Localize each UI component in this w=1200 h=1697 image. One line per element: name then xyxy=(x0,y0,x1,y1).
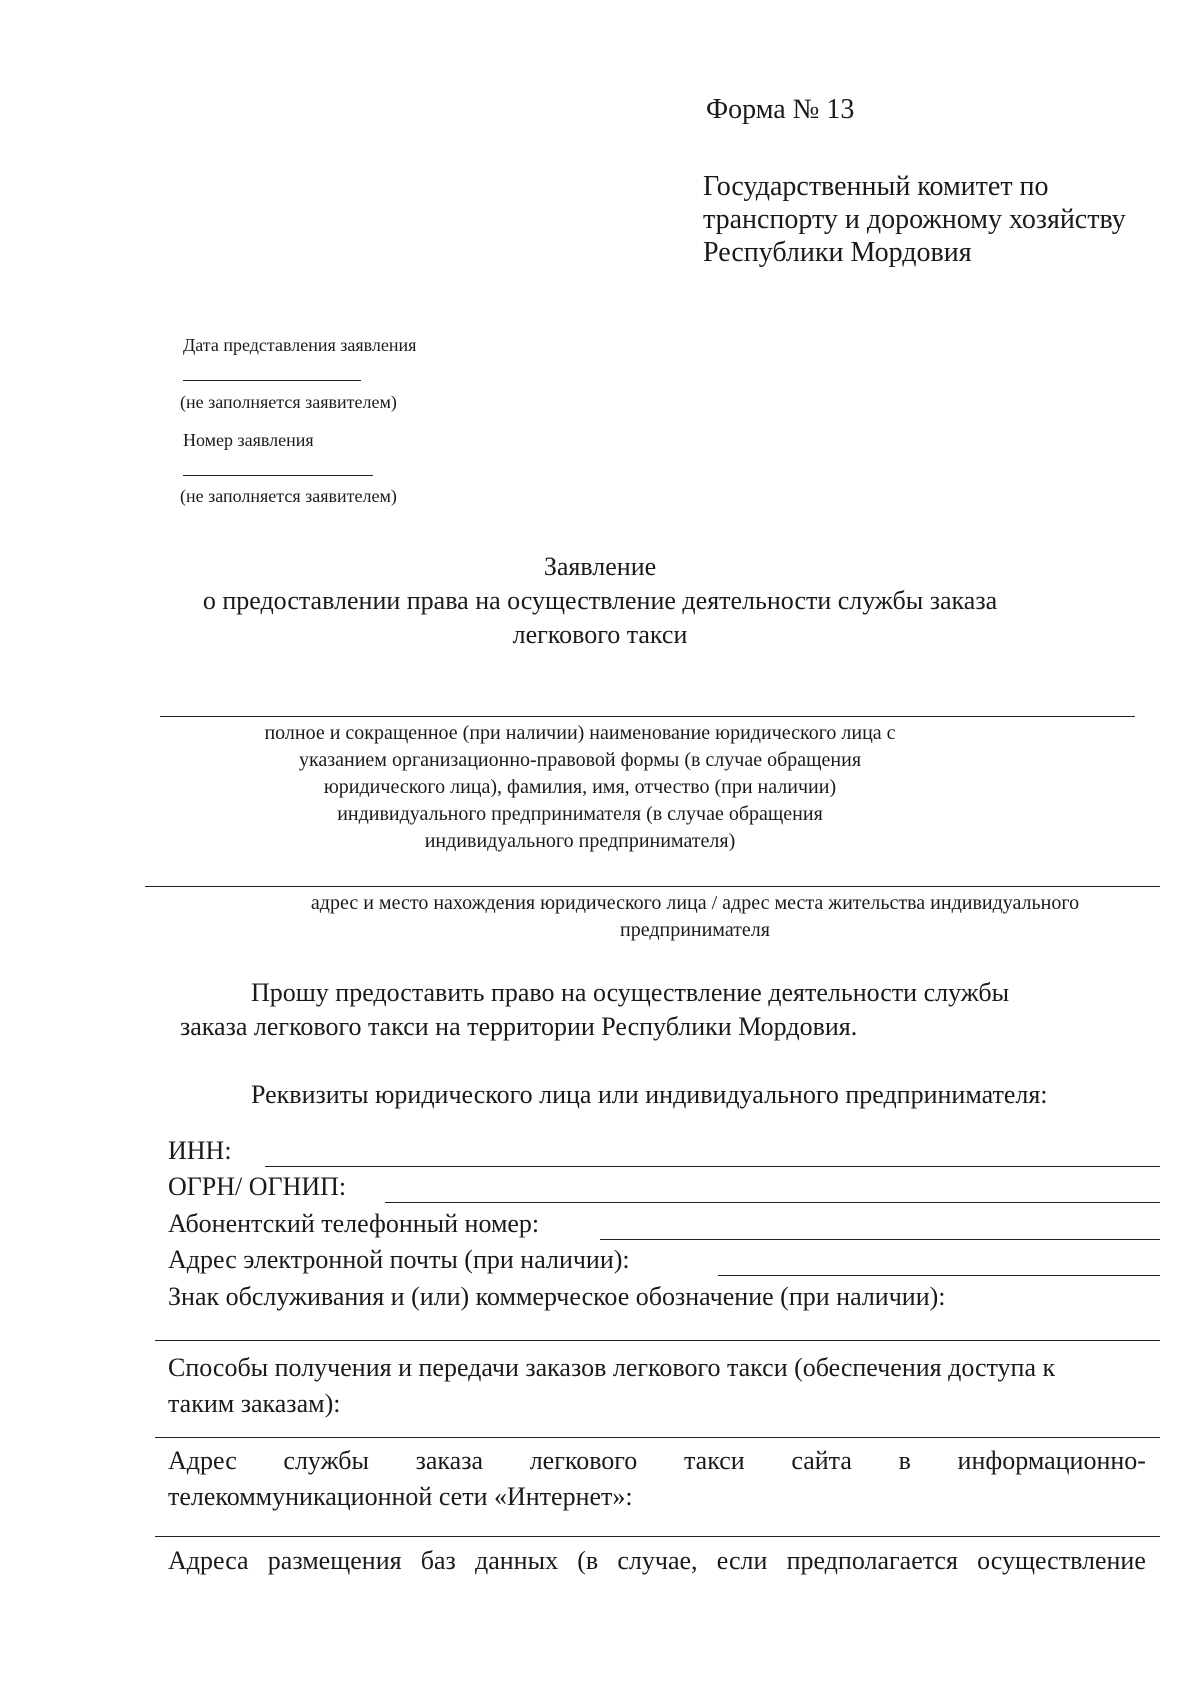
application-number-label: Номер заявления xyxy=(183,430,314,450)
application-number-field[interactable] xyxy=(183,475,373,476)
caption-line: индивидуального предпринимателя) xyxy=(424,830,736,852)
website-field[interactable] xyxy=(155,1536,1160,1537)
email-label: Адрес электронной почты (при наличии): xyxy=(168,1245,630,1274)
phone-field[interactable] xyxy=(600,1239,1160,1240)
applicant-address-field[interactable] xyxy=(145,886,1160,887)
word: случае, xyxy=(617,1546,698,1575)
databases-label-line xyxy=(168,1546,1146,1576)
word: заказа xyxy=(415,1446,484,1475)
title-line: о предоставлении права на осуществление деятельности службы заказа xyxy=(202,586,998,615)
committee-line: Республики Мордовия xyxy=(703,237,972,268)
inn-field[interactable] xyxy=(265,1166,1160,1167)
word: службы xyxy=(283,1446,369,1475)
committee-line: Государственный комитет по xyxy=(703,171,1049,202)
request-line: заказа легкового такси на территории Республики Мордовия. xyxy=(180,1012,858,1041)
word: в xyxy=(898,1446,911,1475)
applicant-name-field[interactable] xyxy=(160,716,1135,717)
request-line: Прошу предоставить право на осуществление деятельности службы xyxy=(251,978,1010,1007)
website-label-line: телекоммуникационной сети «Интернет»: xyxy=(168,1482,633,1511)
word: сайта xyxy=(791,1446,852,1475)
word: Адреса xyxy=(168,1546,249,1575)
order-methods-label xyxy=(168,1350,1168,1422)
caption-line: указанием организационно-правовой формы (в случае обращения xyxy=(298,749,862,771)
caption-line: полное и сокращенное (при наличии) наименование юридического лица с xyxy=(264,722,896,744)
addressee-committee xyxy=(703,170,1126,269)
caption-line: индивидуального предпринимателя (в случае обращения xyxy=(337,803,823,825)
word: информационно- xyxy=(957,1446,1146,1475)
word: такси xyxy=(684,1446,745,1475)
word: если xyxy=(716,1546,768,1575)
submission-date-field[interactable] xyxy=(183,380,361,381)
word: данных xyxy=(475,1546,559,1575)
title-line: Заявление xyxy=(543,552,657,581)
order-methods-field[interactable] xyxy=(155,1437,1160,1438)
phone-label: Абонентский телефонный номер: xyxy=(168,1209,540,1238)
submission-date-label: Дата представления заявления xyxy=(183,335,417,355)
applicant-name-caption xyxy=(240,720,920,855)
word: предполагается xyxy=(786,1546,958,1575)
title-line: легкового такси xyxy=(512,620,688,649)
trademark-label: Знак обслуживания и (или) коммерческое обозначение (при наличии): xyxy=(168,1282,946,1311)
word: осуществление xyxy=(977,1546,1146,1575)
word: Адрес xyxy=(168,1446,237,1475)
label-line: таким заказам): xyxy=(168,1389,341,1418)
ogrn-label: ОГРН/ ОГНИП: xyxy=(168,1172,347,1201)
applicant-address-caption xyxy=(200,890,1190,944)
label-line: Способы получения и передачи заказов легкового такси (обеспечения доступа к xyxy=(168,1353,1056,1382)
submission-date-note: (не заполняется заявителем) xyxy=(180,392,397,412)
word: легкового xyxy=(529,1446,638,1475)
caption-line: предпринимателя xyxy=(620,919,770,941)
form-number: Форма № 13 xyxy=(706,94,855,125)
email-field[interactable] xyxy=(718,1275,1160,1276)
caption-line: юридического лица), фамилия, имя, отчество (при наличии) xyxy=(323,776,837,798)
website-label-line xyxy=(168,1446,1146,1476)
word: баз xyxy=(420,1546,456,1575)
word: (в xyxy=(577,1546,599,1575)
application-number-note: (не заполняется заявителем) xyxy=(180,486,397,506)
inn-label: ИНН: xyxy=(168,1136,232,1165)
caption-line: адрес и место нахождения юридического лица / адрес места жительства индивидуального xyxy=(310,892,1080,914)
committee-line: транспорту и дорожному хозяйству xyxy=(703,204,1126,235)
trademark-field[interactable] xyxy=(155,1340,1160,1341)
details-heading: Реквизиты юридического лица или индивидуального предпринимателя: xyxy=(251,1080,1048,1109)
word: размещения xyxy=(267,1546,402,1575)
ogrn-field[interactable] xyxy=(385,1202,1160,1203)
document-title xyxy=(0,550,1200,652)
